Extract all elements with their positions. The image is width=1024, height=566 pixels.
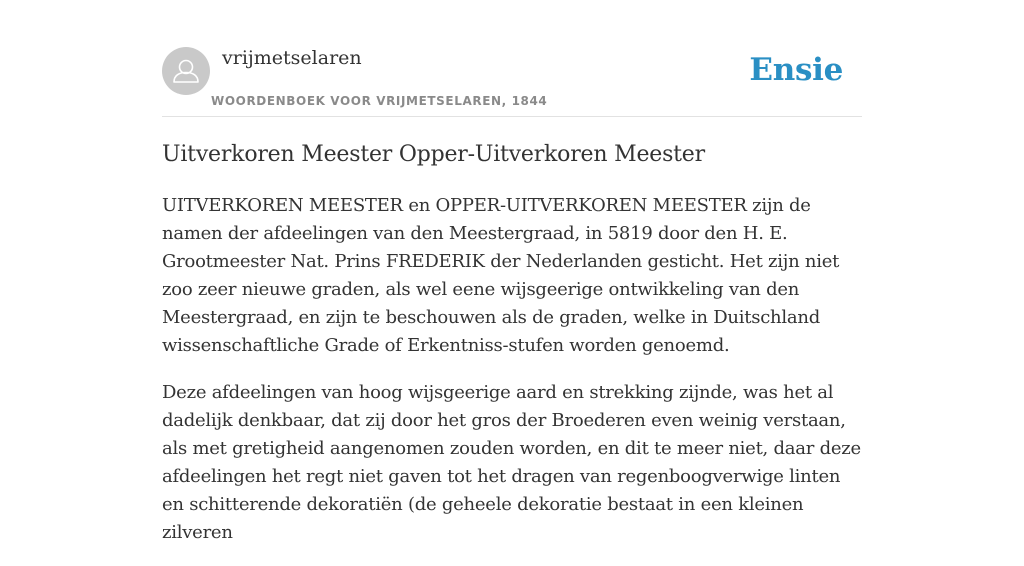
ensie-logo[interactable]: Ensie	[749, 52, 843, 88]
source-link[interactable]: WOORDENBOEK VOOR VRIJMETSELAREN, 1844	[211, 94, 548, 108]
avatar[interactable]	[162, 47, 210, 95]
user-silhouette-icon	[162, 47, 210, 95]
article-paragraph-2: Deze afdeelingen van hoog wijsgeerige aard en strekking zijnde, was het al dadelijk denkbaar, dat zij door het gros der Broederen even weinig verstaan, als met gretigheid aangenomen zouden worden, en dit te meer niet, daar deze afdeelingen het regt niet gaven tot het dragen van regenboogverwige linten en schitterende dekoratiën (de geheele dekoratie bestaat in een kleinen zilveren	[162, 382, 861, 543]
article-title: Uitverkoren Meester Opper-Uitverkoren Meester	[162, 142, 705, 167]
article-paragraph-1: UITVERKOREN MEESTER en OPPER-UITVERKOREN MEESTER zijn de namen der afdeelingen van den Meestergraad, in 5819 door den H. E. Grootmeester Nat. Prins FREDERIK der Nederlanden gesticht. Het zijn niet zoo zeer nieuwe graden, als wel eene wijsgeerige ontwikkeling van den Meestergraad, en zijn te beschouwen als de graden, welke in Duitschland wissenschaftliche Grade of Erkentniss-stufen worden genoemd.	[162, 195, 840, 356]
article-body	[162, 192, 862, 566]
header	[162, 46, 862, 117]
username-link[interactable]: vrijmetselaren	[222, 47, 362, 69]
